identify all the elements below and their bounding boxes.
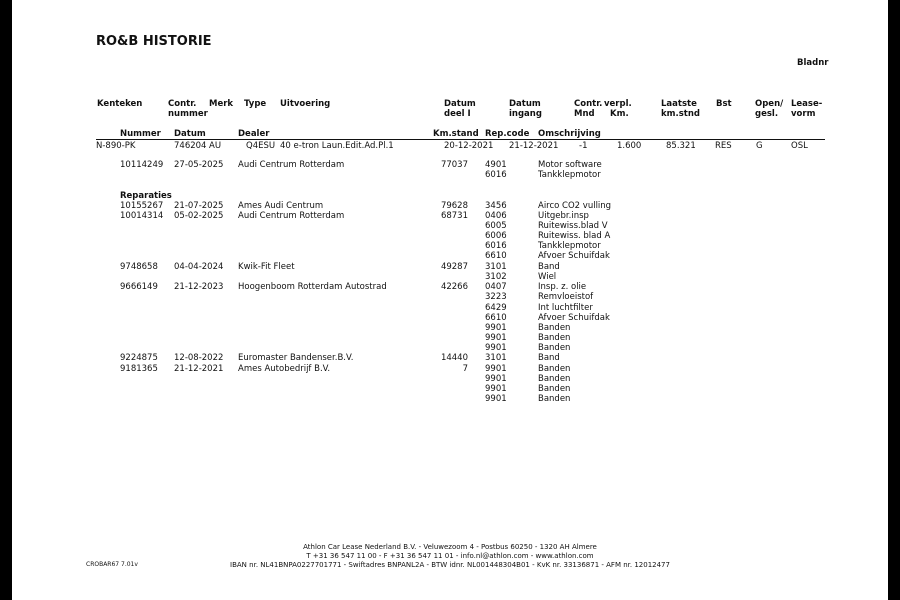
- col-vorm-header: vorm: [791, 109, 816, 119]
- cell-km: 42266: [440, 282, 468, 292]
- cell-code: 6006: [485, 231, 507, 241]
- col-omschrijving-header: Omschrijving: [538, 129, 601, 139]
- col-kmstand-header: Km.stand: [433, 129, 479, 139]
- footer-form-code: CROBAR67 7.01v: [86, 561, 138, 568]
- table-row: [12, 201, 888, 211]
- cell-omschrijving: Banden: [538, 374, 571, 384]
- header-divider: [96, 139, 825, 140]
- col-bst-header: Bst: [716, 99, 732, 109]
- cell-nummer: 10155267: [120, 201, 164, 211]
- col-laatste-header: Laatste: [661, 99, 697, 109]
- table-row: [12, 313, 888, 323]
- vehicle-open: G: [756, 141, 763, 151]
- cell-code: 3456: [485, 201, 507, 211]
- col-contr-nummer-header: nummer: [168, 109, 208, 119]
- cell-nummer: 9224875: [120, 353, 158, 363]
- col-merk-header: Merk: [209, 99, 234, 109]
- cell-nummer: 10114249: [120, 160, 164, 170]
- table-row: [12, 170, 888, 180]
- cell-datum: 21-12-2023: [174, 282, 224, 292]
- cell-omschrijving: Band: [538, 353, 560, 363]
- cell-dealer: Hoogenboom Rotterdam Autostrad: [238, 282, 387, 292]
- section-reparaties: Reparaties: [120, 191, 172, 201]
- cell-omschrijving: Banden: [538, 364, 571, 374]
- cell-datum: 12-08-2022: [174, 353, 224, 363]
- cell-km: 77037: [440, 160, 468, 170]
- footer-contact: T +31 36 547 11 00 - F +31 36 547 11 01 - info.nl@athlon.com - www.athlon.com: [306, 552, 594, 560]
- cell-omschrijving: Motor software: [538, 160, 602, 170]
- cell-code: 9901: [485, 323, 507, 333]
- table-row: [12, 221, 888, 231]
- table-row: [12, 231, 888, 241]
- col-verpl-header: verpl.: [604, 99, 632, 109]
- col-uitvoering-header: Uitvoering: [280, 99, 331, 109]
- cell-km: 14440: [440, 353, 468, 363]
- cell-code: 9901: [485, 343, 507, 353]
- cell-code: 0406: [485, 211, 507, 221]
- vehicle-bst: RES: [715, 141, 732, 151]
- cell-omschrijving: Remvloeistof: [538, 292, 594, 302]
- col-mnd-header: Mnd: [574, 109, 595, 119]
- cell-omschrijving: Banden: [538, 323, 571, 333]
- cell-omschrijving: Banden: [538, 343, 571, 353]
- cell-code: 3223: [485, 292, 507, 302]
- cell-datum: 04-04-2024: [174, 262, 224, 272]
- col-lease-header: Lease-: [791, 99, 823, 109]
- table-row: [12, 374, 888, 384]
- vehicle-verpl-km: 1.600: [617, 141, 642, 151]
- cell-km: 7: [462, 364, 468, 374]
- table-row: [12, 241, 888, 251]
- cell-omschrijving: Tankklepmotor: [538, 170, 601, 180]
- cell-dealer: Kwik-Fit Fleet: [238, 262, 295, 272]
- col-contr-mnd-header: Contr.: [574, 99, 603, 109]
- footer-address: Athlon Car Lease Nederland B.V. - Veluwezoom 4 - Postbus 60250 - 1320 AH Almere: [303, 543, 597, 551]
- table-row: [12, 292, 888, 302]
- cell-code: 6005: [485, 221, 507, 231]
- vehicle-mnd: -1: [579, 141, 588, 151]
- col-contr-header: Contr.: [168, 99, 197, 109]
- cell-code: 9901: [485, 333, 507, 343]
- vehicle-contract: 746204: [174, 141, 207, 151]
- cell-code: 6016: [485, 170, 507, 180]
- col-datum-ingang-header: Datum: [509, 99, 541, 109]
- cell-omschrijving: Banden: [538, 384, 571, 394]
- col-gesl-header: gesl.: [755, 109, 779, 119]
- cell-code: 9901: [485, 364, 507, 374]
- cell-nummer: 9181365: [120, 364, 158, 374]
- cell-code: 6429: [485, 303, 507, 313]
- col-deel-header: deel I: [444, 109, 471, 119]
- table-row: [12, 262, 888, 272]
- document-page: [12, 0, 888, 600]
- footer-bank-details: IBAN nr. NL41BNPA0227701771 - Swiftadres BNPANL2A - BTW idnr. NL001448304B01 - KvK nr. 33136871 - AFM nr. 12012477: [230, 561, 670, 569]
- cell-code: 0407: [485, 282, 507, 292]
- vehicle-type: Q4ESU: [246, 141, 276, 151]
- cell-omschrijving: Afvoer Schuifdak: [538, 313, 610, 323]
- cell-km: 79628: [440, 201, 468, 211]
- cell-code: 3101: [485, 262, 507, 272]
- table-row: [12, 282, 888, 292]
- vehicle-laatste-km: 85.321: [666, 141, 696, 151]
- cell-dealer: Ames Audi Centrum: [238, 201, 324, 211]
- cell-code: 9901: [485, 384, 507, 394]
- cell-omschrijving: Insp. z. olie: [538, 282, 587, 292]
- cell-code: 3101: [485, 353, 507, 363]
- cell-code: 9901: [485, 394, 507, 404]
- col-kmstnd-header: km.stnd: [661, 109, 700, 119]
- vehicle-uitvoering: 40 e-tron Laun.Edit.Ad.Pl.1: [280, 141, 394, 151]
- cell-omschrijving: Ruitewiss. blad A: [538, 231, 611, 241]
- cell-omschrijving: Wiel: [538, 272, 557, 282]
- cell-omschrijving: Uitgebr.insp: [538, 211, 589, 221]
- cell-datum: 27-05-2025: [174, 160, 224, 170]
- table-row: [12, 343, 888, 353]
- col-km-header: Km.: [610, 109, 629, 119]
- cell-code: 6016: [485, 241, 507, 251]
- col-ingang-header: ingang: [509, 109, 542, 119]
- cell-code: 3102: [485, 272, 507, 282]
- table-row: [12, 333, 888, 343]
- table-row: [12, 384, 888, 394]
- cell-dealer: Ames Autobedrijf B.V.: [238, 364, 331, 374]
- cell-code: 6610: [485, 313, 507, 323]
- cell-omschrijving: Ruitewiss.blad V: [538, 221, 608, 231]
- cell-nummer: 9666149: [120, 282, 158, 292]
- cell-code: 6610: [485, 251, 507, 261]
- table-row: [12, 251, 888, 261]
- cell-omschrijving: Tankklepmotor: [538, 241, 601, 251]
- vehicle-datum-ingang: 21-12-2021: [509, 141, 559, 151]
- cell-code: 9901: [485, 374, 507, 384]
- table-row: [12, 272, 888, 282]
- cell-datum: 21-07-2025: [174, 201, 224, 211]
- cell-nummer: 10014314: [120, 211, 164, 221]
- col-open-header: Open/: [755, 99, 784, 109]
- table-row: [12, 160, 888, 170]
- cell-datum: 05-02-2025: [174, 211, 224, 221]
- col-type-header: Type: [244, 99, 267, 109]
- cell-omschrijving: Banden: [538, 394, 571, 404]
- bladnr-label: Bladnr: [797, 58, 829, 68]
- col-datum-deel-header: Datum: [444, 99, 476, 109]
- table-row: [12, 303, 888, 313]
- cell-km: 49287: [440, 262, 468, 272]
- col-nummer-header: Nummer: [120, 129, 161, 139]
- cell-omschrijving: Int luchtfilter: [538, 303, 593, 313]
- cell-dealer: Euromaster Bandenser.B.V.: [238, 353, 354, 363]
- vehicle-kenteken: N-890-PK: [96, 141, 136, 151]
- cell-omschrijving: Airco CO2 vulling: [538, 201, 612, 211]
- col-dealer-header: Dealer: [238, 129, 270, 139]
- vehicle-datum-deel1: 20-12-2021: [444, 141, 494, 151]
- col-kenteken-header: Kenteken: [97, 99, 143, 109]
- cell-dealer: Audi Centrum Rotterdam: [238, 160, 345, 170]
- cell-omschrijving: Banden: [538, 333, 571, 343]
- cell-dealer: Audi Centrum Rotterdam: [238, 211, 345, 221]
- vehicle-leasevorm: OSL: [791, 141, 808, 151]
- cell-datum: 21-12-2021: [174, 364, 224, 374]
- cell-km: 68731: [440, 211, 468, 221]
- table-row: [12, 394, 888, 404]
- table-row: [12, 353, 888, 363]
- cell-omschrijving: Band: [538, 262, 560, 272]
- table-row: [12, 323, 888, 333]
- table-row: [12, 211, 888, 221]
- table-row: [12, 364, 888, 374]
- page-title: RO&B HISTORIE: [96, 34, 212, 49]
- cell-nummer: 9748658: [120, 262, 158, 272]
- col-datum-header: Datum: [174, 129, 206, 139]
- cell-omschrijving: Afvoer Schuifdak: [538, 251, 610, 261]
- cell-code: 4901: [485, 160, 507, 170]
- vehicle-merk: AU: [209, 141, 222, 151]
- col-repcode-header: Rep.code: [485, 129, 530, 139]
